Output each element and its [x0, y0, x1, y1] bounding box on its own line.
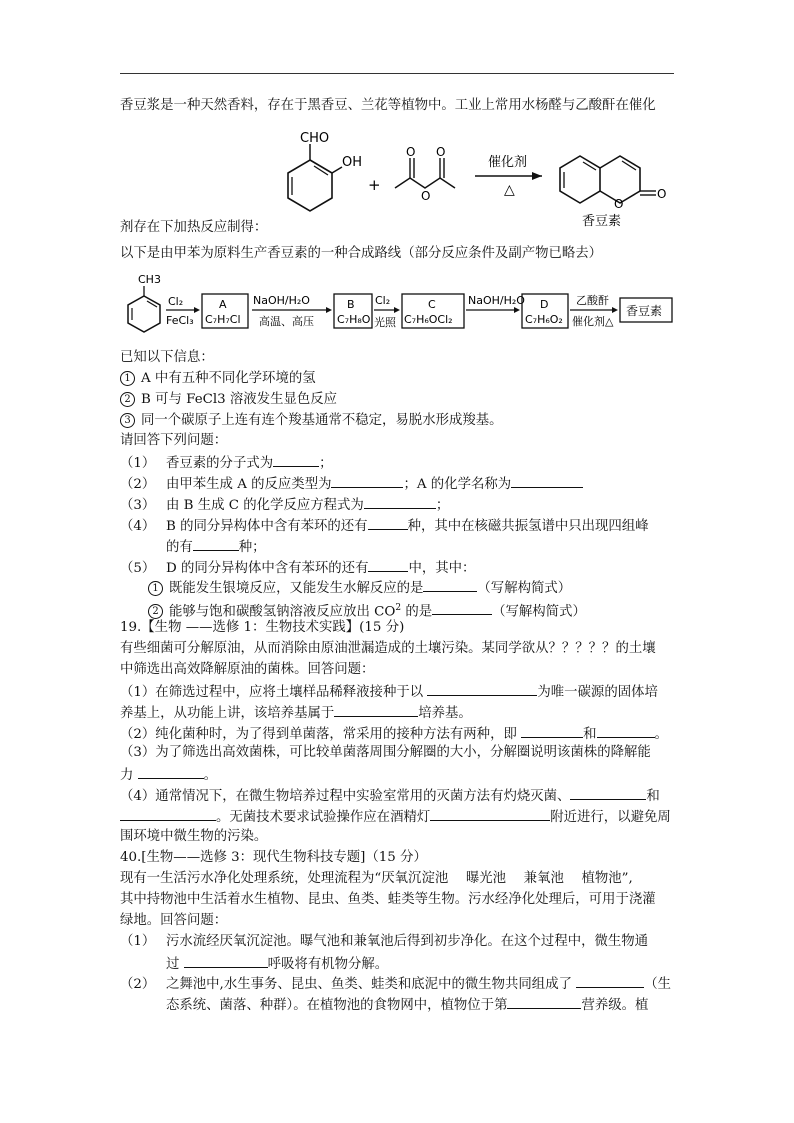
q19-part-1 — [120, 681, 658, 703]
answer-blank[interactable] — [521, 723, 583, 738]
q19-part-4a: （4）通常情况下，在微生物培养过程中实验室常用的灭菌方法有灼烧灭菌、 — [120, 789, 571, 804]
circled-number: 1 — [148, 581, 163, 596]
q19-title: 19.【生物 ——选修 1：生物技术实践】(15 分) — [120, 620, 405, 635]
answer-blank[interactable] — [193, 536, 239, 551]
known-item-1 — [120, 369, 316, 389]
answer-blank[interactable] — [570, 785, 646, 800]
q18-part-1-end: ； — [319, 456, 333, 471]
answer-blank[interactable] — [368, 557, 408, 572]
q18-part-4 — [120, 515, 649, 537]
circled-number: 2 — [120, 392, 135, 407]
coumarin-name: 香豆素 — [582, 214, 622, 228]
answer-blank[interactable] — [423, 577, 477, 592]
q19-part-1a: （1）在筛选过程中，应将土壤样品稀释液接种于以 — [120, 685, 428, 700]
q18-part-2-mid: ；A 的化学名称为 — [403, 477, 512, 492]
step4-reagent: NaOH/H₂O — [468, 294, 525, 307]
circled-number: 2 — [148, 604, 163, 619]
q18-part-5-mid: 中，其中： — [408, 561, 476, 576]
co2-superscript: 2 — [395, 603, 402, 613]
answer-blank[interactable] — [184, 953, 268, 968]
q18-part-3-text: 由 B 生成 C 的化学反应方程式为 — [166, 498, 364, 513]
q19-part-3-line-2 — [120, 764, 217, 786]
q40-part-1b: 过 — [166, 957, 184, 972]
q19-part-2a: （2）纯化菌种时，为了得到单菌落，常采用的接种方法有两种，即 — [120, 727, 522, 742]
q18-part-3 — [120, 494, 449, 516]
q18-part-5-num: （5） — [120, 561, 156, 576]
step3-reagent: Cl₂ — [375, 294, 391, 307]
coumarin-synthesis-figure — [270, 128, 680, 228]
q18-part-4-num: （4） — [120, 519, 156, 534]
box-b-formula: C₇H₈O — [337, 313, 371, 326]
q19-part-1d: 培养基。 — [418, 706, 472, 721]
q18-part-2-text: 由甲苯生成 A 的反应类型为 — [166, 477, 332, 492]
q18-part-5-2-end: （写解构简式） — [492, 604, 586, 620]
q18-part-4-mid: 种，其中在核磁共振氢谱中只出现四组峰 — [407, 519, 649, 534]
known-item-3 — [120, 411, 503, 431]
toluene-ring — [128, 296, 160, 332]
q19-part-4b: 和 — [646, 789, 660, 804]
q19-part-2b: 和 — [583, 727, 597, 742]
q19-part-2 — [120, 723, 668, 745]
q19-part-4-line-3: 围环境中微生物的污染。 — [120, 829, 268, 844]
q18-part-3-end: ； — [435, 498, 450, 513]
known-title: 已知以下信息： — [120, 350, 214, 365]
q18-part-2 — [120, 473, 583, 495]
known-item-2 — [120, 390, 337, 410]
q18-part-4-text: B 的同分异构体中含有苯环的还有 — [166, 519, 368, 534]
q19-part-3c: 。 — [203, 768, 218, 783]
header-rule — [120, 73, 674, 74]
o-label-1: O — [406, 145, 416, 159]
known-item-1-text: A 中有五种不同化学环境的氢 — [141, 371, 316, 386]
answer-blank[interactable] — [331, 473, 403, 488]
q40-part-2-line-2 — [166, 994, 648, 1016]
box-c-name: C — [428, 298, 436, 311]
coumarin-lactone-ring — [600, 156, 640, 203]
q19-intro-1: 有些细菌可分解原油，从而消除由原油泄漏造成的土壤污染。某同学欲从？？？？？的土壤 — [120, 641, 656, 656]
circled-number: 3 — [120, 413, 135, 428]
q18-part-4-line2a: 的有 — [166, 540, 193, 555]
q40-part-1-num: （1） — [120, 934, 156, 949]
anhydride-skeleton — [395, 178, 455, 188]
box-d-formula: C₇H₆O₂ — [525, 313, 563, 326]
box-a-formula: C₇H₇Cl — [205, 313, 241, 326]
q18-prompt: 请回答下列问题： — [120, 433, 228, 448]
coumarin-benzene — [560, 156, 600, 203]
circled-number: 1 — [120, 371, 135, 386]
q19-part-1b: 为唯一碳源的固体培 — [537, 685, 658, 700]
route-svg — [118, 268, 678, 344]
q40-part-2c: 态系统、菌落、种群）。在植物池的食物网中，植物位于第 — [166, 998, 508, 1013]
intro-line-2: 剂存在下加热反应制得： — [120, 220, 268, 235]
q18-part-5-2-text: 能够与饱和碳酸氢钠溶液反应放出 CO — [169, 604, 396, 620]
o-label-3: O — [421, 189, 431, 203]
answer-blank[interactable] — [427, 681, 537, 696]
intro-line-3: 以下是由甲苯为原料生产香豆素的一种合成路线（部分反应条件及副产物已略去） — [120, 246, 603, 261]
q18-part-5 — [120, 557, 475, 579]
ring-o-label: O — [614, 197, 624, 211]
answer-blank[interactable] — [368, 515, 408, 530]
heat-symbol: △ — [504, 182, 515, 198]
oh-label: OH — [342, 155, 363, 170]
q40-part-2-num: （2） — [120, 977, 156, 992]
q18-part-4-line2b: 种； — [238, 540, 266, 555]
q19-part-4 — [120, 785, 660, 807]
q18-part-1 — [120, 452, 333, 474]
step5-condition: 催化剂△ — [572, 315, 614, 328]
q19-part-4c: 。无菌技术要求试验操作应在酒精灯 — [216, 810, 431, 825]
q18-part-3-num: （3） — [120, 498, 156, 513]
q40-part-2 — [120, 973, 671, 995]
q18-part-1-text: 香豆素的分子式为 — [166, 456, 274, 471]
box-b-name: B — [347, 298, 355, 311]
intro-line-1: 香豆浆是一种天然香料，存在于黑香豆、兰花等植物中。工业上常用水杨醛与乙酸酐在催化 — [120, 98, 656, 113]
q18-part-5-text: D 的同分异构体中含有苯环的还有 — [166, 561, 369, 576]
box-a-name: A — [219, 298, 227, 311]
q40-title: 40.[生物——选修 3：现代生物科技专题]（15 分） — [120, 850, 427, 865]
q19-part-3b: 力 — [120, 768, 138, 783]
q40-part-1 — [120, 932, 648, 952]
final-product: 香豆素 — [626, 304, 663, 318]
carbonyl-o-label: O — [657, 187, 667, 201]
q19-part-2c: 。 — [654, 727, 668, 742]
benzene-ring-1 — [288, 160, 332, 211]
q18-part-5-1-text: 既能发生银境反应，又能发生水解反应的是 — [169, 581, 424, 596]
cho-label: CHO — [300, 131, 330, 146]
q40-part-1-line-2 — [166, 953, 388, 975]
q40-part-1a: 污水流经厌氧沉淀池。曝气池和兼氧池后得到初步净化。在这个过程中，微生物通 — [166, 934, 649, 949]
q40-part-2b: （生 — [644, 977, 672, 992]
reaction-1-svg — [270, 128, 680, 228]
answer-blank[interactable] — [364, 494, 436, 509]
answer-blank[interactable] — [432, 600, 492, 615]
q40-part-1c: 呼吸将有机物分解。 — [267, 957, 389, 972]
q18-part-2-num: （2） — [120, 477, 156, 492]
q19-part-3: （3）为了筛选出高效菌株，可比较单菌落周围分解圈的大小，分解圈说明该菌株的降解能 — [120, 745, 651, 760]
q18-part-5-1-end: （写解构简式） — [477, 581, 572, 596]
answer-blank[interactable] — [138, 764, 204, 779]
plus-sign: + — [368, 176, 381, 194]
q19-part-4d: 附近进行，以避免周 — [550, 810, 671, 825]
q40-intro-1: 现有一生活污水净化处理系统，处理流程为“厌氧沉淀池 曝光池 兼氧池 植物池”, — [120, 871, 633, 886]
step3-condition: 光照 — [374, 316, 396, 329]
ch3-label: CH3 — [138, 273, 161, 286]
o-label-2: O — [436, 145, 446, 159]
answer-blank[interactable] — [511, 473, 583, 488]
q18-part-1-num: （1） — [120, 456, 156, 471]
synthesis-route-figure — [118, 268, 678, 344]
answer-blank[interactable] — [120, 806, 216, 821]
step5-reagent: 乙酸酐 — [576, 294, 609, 307]
answer-blank[interactable] — [273, 452, 319, 467]
answer-blank[interactable] — [334, 702, 418, 717]
catalyst-label: 催化剂 — [488, 155, 528, 170]
q19-part-4-line-2 — [120, 806, 671, 828]
known-item-2-text: B 可与 FeCl3 溶液发生显色反应 — [141, 392, 338, 407]
q19-intro-2: 中筛选出高效降解原油的菌株。回答问题： — [120, 662, 375, 677]
known-item-3-text: 同一个碳原子上连有连个羧基通常不稳定，易脱水形成羧基。 — [141, 413, 503, 428]
q18-part-5-1 — [148, 577, 571, 599]
answer-blank[interactable] — [576, 973, 644, 988]
step1-catalyst: FeCl₃ — [166, 314, 194, 327]
step1-reagent: Cl₂ — [168, 295, 184, 308]
q19-part-1-line-2 — [120, 702, 472, 724]
box-c-formula: C₇H₆OCl₂ — [404, 313, 453, 326]
q40-intro-2: 其中持物池中生活着水生植物、昆虫、鱼类、蛙类等生物。污水经净化处理后，可用于浇灌 — [120, 892, 656, 907]
q19-part-1c: 养基上，从功能上讲，该培养基属于 — [120, 706, 335, 721]
step2-reagent: NaOH/H₂O — [253, 294, 310, 307]
answer-blank[interactable] — [597, 723, 655, 738]
answer-blank[interactable] — [507, 994, 581, 1009]
step2-condition: 高温、高压 — [259, 315, 314, 328]
answer-blank[interactable] — [430, 806, 550, 821]
box-d-name: D — [540, 298, 549, 311]
q40-intro-3: 绿地。回答问题： — [120, 913, 228, 928]
q18-part-4-line-2 — [166, 536, 266, 558]
q18-part-5-2-mid: 的是 — [401, 604, 433, 620]
q40-part-2a: 之舞池中,水生事务、昆虫、鱼类、蛙类和底泥中的微生物共同组成了 — [166, 977, 577, 992]
q40-part-2d: 营养级。植 — [581, 998, 649, 1013]
